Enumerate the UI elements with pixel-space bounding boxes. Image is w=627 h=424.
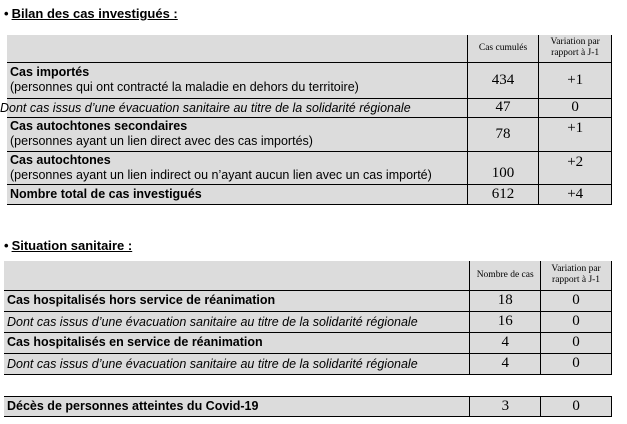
row-value: 47 — [467, 98, 539, 117]
row-variation: +4 — [539, 184, 612, 204]
row-label: Cas autochtones secondaires — [10, 119, 188, 133]
table-header-row — [7, 35, 612, 62]
header-cell-count: Nombre de cas — [470, 261, 541, 290]
table-row — [4, 290, 612, 311]
row-label: Cas importés — [10, 65, 90, 79]
row-label-cell — [7, 117, 467, 151]
bullet-icon: • — [4, 6, 9, 21]
header-cell-variation: Variation par rapport à J-1 — [541, 261, 612, 290]
row-sublabel: (personnes ayant un lien direct avec des cas importés) — [10, 134, 313, 148]
row-label: Cas autochtones — [10, 152, 111, 167]
bilan-table — [0, 35, 612, 205]
row-label-cell — [0, 98, 467, 117]
row-label: Dont cas issus d’une évacuation sanitaire au titre de la solidarité régionale — [7, 356, 418, 371]
row-value: 16 — [470, 311, 541, 332]
table-row — [7, 117, 612, 151]
header-cell-cumulative: Cas cumulés — [467, 35, 539, 62]
row-variation: +2 — [539, 151, 612, 184]
table-row — [4, 311, 612, 332]
section-title-bilan — [4, 6, 178, 21]
table-row — [4, 397, 612, 417]
table-header-row — [4, 261, 612, 290]
row-variation: 0 — [541, 397, 612, 417]
section-title-text: Bilan des cas investigués : — [11, 6, 178, 21]
row-label: Nombre total de cas investigués — [10, 186, 202, 201]
deces-table — [4, 396, 612, 417]
row-variation: +1 — [539, 62, 612, 98]
table-row — [4, 353, 612, 374]
row-label: Dont cas issus d’une évacuation sanitaire au titre de la solidarité régionale — [7, 314, 418, 329]
table-row — [4, 332, 612, 353]
row-value: 18 — [470, 290, 541, 311]
bullet-icon: • — [4, 238, 9, 253]
row-value: 4 — [470, 332, 541, 353]
row-variation: 0 — [541, 353, 612, 374]
table-row — [7, 151, 612, 184]
row-sublabel: (personnes ayant un lien indirect ou n’ayant aucun lien avec un cas importé) — [10, 167, 432, 182]
table-row — [7, 62, 612, 98]
row-label-cell — [4, 397, 470, 417]
section-title-text: Situation sanitaire : — [11, 238, 133, 253]
row-label-cell — [7, 62, 467, 98]
row-value: 612 — [467, 184, 539, 204]
row-value: 100 — [467, 151, 539, 184]
row-value: 434 — [467, 62, 539, 98]
row-label: Décès de personnes atteintes du Covid-19 — [7, 399, 259, 413]
header-cell-label — [4, 261, 470, 290]
row-label-cell — [4, 311, 470, 332]
header-cell-variation: Variation par rapport à J-1 — [539, 35, 612, 62]
row-label-cell — [7, 184, 467, 204]
row-value: 3 — [470, 397, 541, 417]
row-label: Dont cas issus d’une évacuation sanitaire au titre de la solidarité régionale — [0, 100, 411, 115]
situation-table — [4, 261, 612, 375]
row-label-cell — [7, 151, 467, 184]
table-row — [7, 98, 612, 117]
table-row-total — [7, 184, 612, 204]
row-sublabel: (personnes qui ont contracté la maladie en dehors du territoire) — [10, 80, 359, 94]
header-cell-label — [7, 35, 467, 62]
row-label-cell — [4, 353, 470, 374]
row-label-cell — [4, 290, 470, 311]
row-label: Cas hospitalisés en service de réanimation — [7, 335, 263, 349]
row-value: 4 — [470, 353, 541, 374]
row-variation: 0 — [541, 332, 612, 353]
section-title-situation — [4, 238, 132, 253]
row-variation: +1 — [539, 117, 612, 151]
row-variation: 0 — [541, 311, 612, 332]
row-label: Cas hospitalisés hors service de réanimation — [7, 293, 276, 307]
row-value: 78 — [467, 117, 539, 151]
row-variation: 0 — [541, 290, 612, 311]
row-label-cell — [4, 332, 470, 353]
row-variation: 0 — [539, 98, 612, 117]
